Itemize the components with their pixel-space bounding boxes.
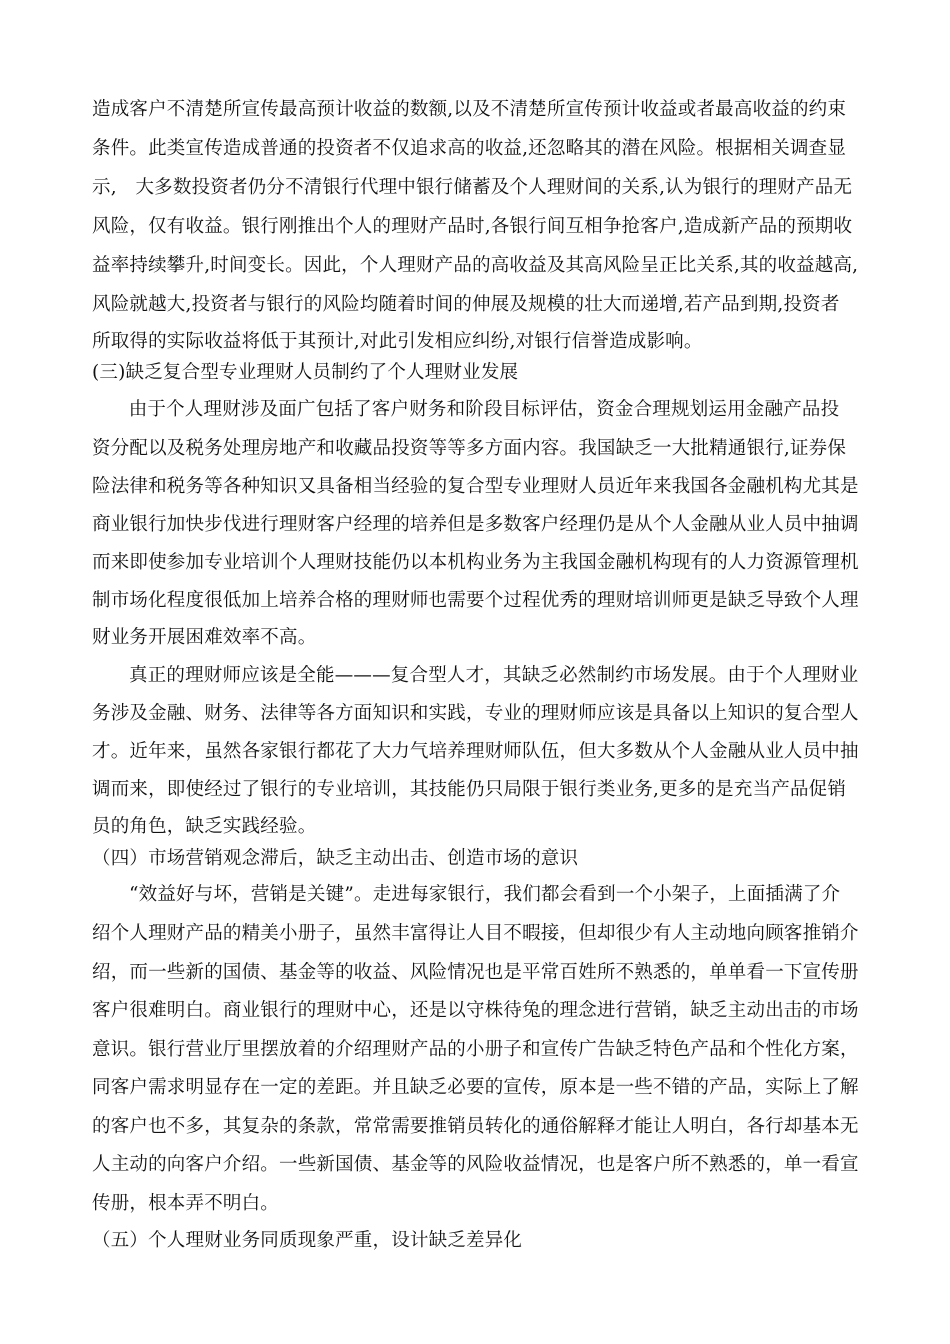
text-line: “效益好与坏，营销是关键”。走进每家银行，我们都会看到一个小架子，上面插满了介 bbox=[129, 884, 841, 905]
text-line: 风险就越大,投资者与银行的风险均随着时间的伸展及规模的壮大而递增,若产品到期,投资者 bbox=[92, 294, 840, 315]
text-line: 意识。银行营业厅里摆放着的介绍理财产品的小册子和宣传广告缺乏特色产品和个性化方案， bbox=[92, 1039, 859, 1060]
text-line: 风险，仅有收益。银行刚推出个人的理财产品时,各银行间互相争抢客户,造成新产品的预期收 bbox=[92, 216, 853, 237]
text-line: 同客户需求明显存在一定的差距。并且缺乏必要的宣传，原本是一些不错的产品，实际上了解 bbox=[92, 1077, 859, 1098]
text-line: 所取得的实际收益将低于其预计,对此引发相应纠纷,对银行信誉造成影响。 bbox=[92, 331, 703, 352]
text-line: 造成客户不清楚所宣传最高预计收益的数额,以及不清楚所宣传预计收益或者最高收益的约束 bbox=[92, 99, 847, 120]
text-line: 险法律和税务等各种知识又具备相当经验的复合型专业理财人员近年来我国各金融机构尤其是 bbox=[92, 476, 859, 497]
text-line: 客户很难明白。商业银行的理财中心，还是以守株待兔的理念进行营销，缺乏主动出击的市场 bbox=[92, 1000, 859, 1021]
text-line: 绍个人理财产品的精美小册子，虽然丰富得让人目不暇接，但却很少有人主动地向顾客推销介 bbox=[92, 923, 859, 944]
text-line: 员的角色，缺乏实践经验。 bbox=[92, 816, 317, 837]
text-line: 务涉及金融、财务、法律等各方面知识和实践，专业的理财师应该是具备以上知识的复合型人 bbox=[92, 703, 859, 724]
section-heading-3: (三)缺乏复合型专业理财人员制约了个人理财业发展 bbox=[92, 362, 519, 383]
text-line: 商业银行加快步伐进行理财客户经理的培养但是多数客户经理仍是从个人金融从业人员中抽调 bbox=[92, 514, 859, 535]
text-line: 财业务开展困难效率不高。 bbox=[92, 627, 317, 648]
text-line: 制市场化程度很低加上培养合格的理财师也需要个过程优秀的理财培训师更是缺乏导致个人理 bbox=[92, 590, 859, 611]
text-line: 由于个人理财涉及面广包括了客户财务和阶段目标评估，资金合理规划运用金融产品投 bbox=[110, 399, 840, 420]
text-line: 传册，根本弄不明白。 bbox=[92, 1193, 280, 1214]
text-line: 而来即使参加专业培训个人理财技能仍以本机构业务为主我国金融机构现有的人力资源管理机 bbox=[92, 552, 859, 573]
text-line: 调而来，即使经过了银行的专业培训，其技能仍只局限于银行类业务,更多的是充当产品促销 bbox=[92, 779, 847, 800]
text-line: 资分配以及税务处理房地产和收藏品投资等等多方面内容。我国缺乏一大批精通银行,证券保 bbox=[92, 438, 847, 459]
section-heading-4: （四）市场营销观念滞后，缺乏主动出击、创造市场的意识 bbox=[92, 848, 579, 869]
text-line: 人主动的向客户介绍。一些新国债、基金等的风险收益情况，也是客户所不熟悉的，单一看宣 bbox=[92, 1154, 859, 1175]
section-heading-5: （五）个人理财业务同质现象严重，设计缺乏差异化 bbox=[92, 1230, 523, 1251]
text-line: 示, 大多数投资者仍分不清银行代理中银行储蓄及个人理财间的关系,认为银行的理财产品无 bbox=[92, 177, 853, 198]
text-line: 真正的理财师应该是全能———复合型人才，其缺乏必然制约市场发展。由于个人理财业 bbox=[129, 665, 859, 686]
text-line: 益率持续攀升,时间变长。因此，个人理财产品的高收益及其高风险呈正比关系,其的收益越高, bbox=[92, 255, 859, 276]
text-line: 条件。此类宣传造成普通的投资者不仅追求高的收益,还忽略其的潜在风险。根据相关调查显 bbox=[92, 138, 847, 159]
text-line: 的客户也不多，其复杂的条款，常常需要推销员转化的通俗解释才能让人明白，各行却基本无 bbox=[92, 1116, 859, 1137]
text-line: 绍，而一些新的国债、基金等的收益、风险情况也是平常百姓所不熟悉的，单单看一下宣传册 bbox=[92, 962, 859, 983]
text-line: 才。近年来，虽然各家银行都花了大力气培养理财师队伍，但大多数从个人金融从业人员中抽 bbox=[92, 741, 859, 762]
